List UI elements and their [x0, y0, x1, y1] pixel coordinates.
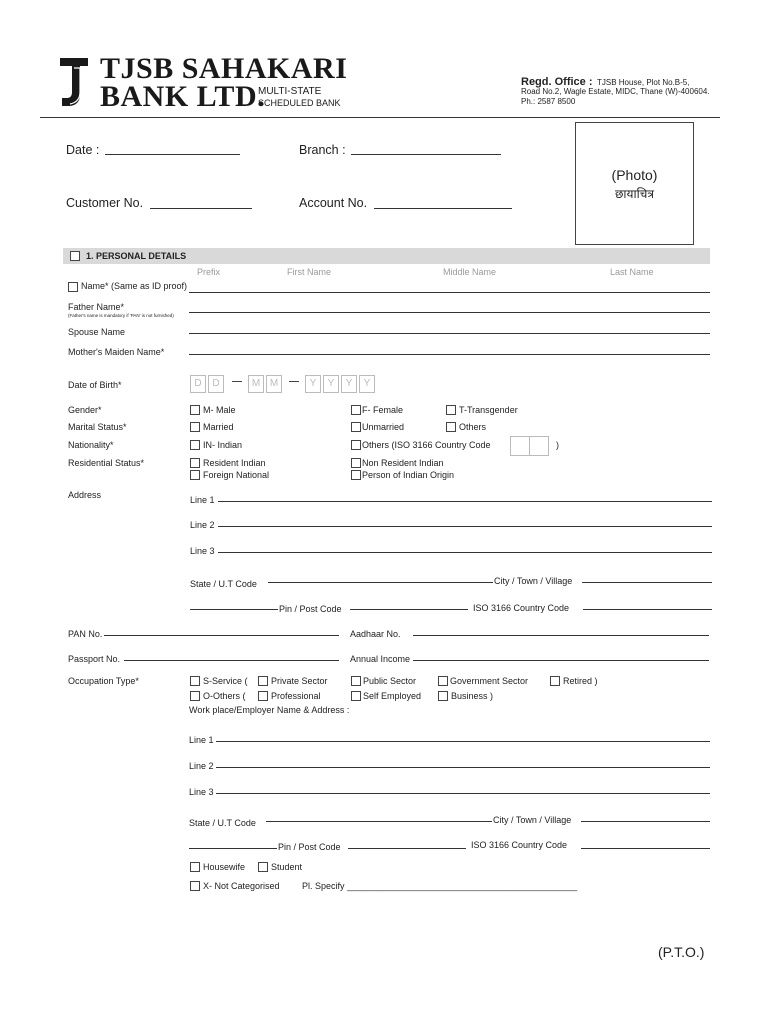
state-label: State / U.T Code — [190, 579, 257, 589]
passport-label: Passport No. — [68, 654, 121, 664]
mother-label: Mother's Maiden Name* — [68, 347, 165, 357]
work-line1-field[interactable] — [216, 741, 710, 742]
regd-label: Regd. Office : — [521, 76, 593, 88]
student-checkbox[interactable] — [258, 862, 268, 872]
work-pin-label: Pin / Post Code — [278, 842, 341, 852]
dob-label: Date of Birth* — [68, 380, 122, 390]
col-prefix: Prefix — [197, 267, 221, 277]
marital-others-checkbox[interactable] — [446, 422, 456, 432]
address-line3-label: Line 3 — [190, 546, 215, 556]
work-city-field[interactable] — [581, 821, 710, 822]
work-line1-label: Line 1 — [189, 735, 214, 745]
name-checkbox[interactable] — [68, 282, 78, 292]
branch-label: Branch : — [299, 143, 346, 157]
pio-checkbox[interactable] — [351, 470, 361, 480]
work-line3-label: Line 3 — [189, 787, 214, 797]
gender-male-checkbox[interactable] — [190, 405, 200, 415]
dob-d2[interactable]: D — [208, 375, 224, 393]
unmarried-label: Unmarried — [362, 422, 405, 432]
dob-y4[interactable]: Y — [359, 375, 375, 393]
address-line2-field[interactable] — [218, 526, 712, 527]
retired-checkbox[interactable] — [550, 676, 560, 686]
dob-y1[interactable]: Y — [305, 375, 321, 393]
header-divider — [40, 117, 720, 118]
photo-box[interactable] — [575, 122, 694, 245]
workplace-label: Work place/Employer Name & Address : — [189, 705, 350, 715]
dob-d1[interactable]: D — [190, 375, 206, 393]
aadhaar-label: Aadhaar No. — [350, 629, 401, 639]
business-label: Business ) — [451, 691, 494, 701]
private-checkbox[interactable] — [258, 676, 268, 686]
housewife-checkbox[interactable] — [190, 862, 200, 872]
married-checkbox[interactable] — [190, 422, 200, 432]
address-line2-label: Line 2 — [190, 520, 215, 530]
customer-no-label: Customer No. — [66, 196, 144, 210]
work-pin-field[interactable] — [189, 848, 277, 849]
address-line1-label: Line 1 — [190, 495, 215, 505]
address-line3-field[interactable] — [218, 552, 712, 553]
professional-checkbox[interactable] — [258, 691, 268, 701]
housewife-label: Housewife — [203, 862, 246, 872]
name-field[interactable] — [189, 292, 710, 293]
state-field[interactable] — [268, 582, 493, 583]
pan-field[interactable] — [104, 635, 339, 636]
customer-no-field[interactable] — [150, 208, 252, 209]
government-label: Government Sector — [450, 676, 529, 686]
iso-field[interactable] — [583, 609, 712, 610]
unmarried-checkbox[interactable] — [351, 422, 361, 432]
public-checkbox[interactable] — [351, 676, 361, 686]
gender-trans-label: T-Transgender — [459, 405, 518, 415]
dob-sep2 — [289, 381, 299, 382]
nri-checkbox[interactable] — [351, 458, 361, 468]
regd-addr1: TJSB House, Plot No.B-5, — [596, 78, 690, 87]
foreign-national-checkbox[interactable] — [190, 470, 200, 480]
spouse-label: Spouse Name — [68, 327, 126, 337]
government-checkbox[interactable] — [438, 676, 448, 686]
residential-label: Residential Status* — [68, 458, 145, 468]
city-field[interactable] — [582, 582, 712, 583]
photo-label: (Photo) — [611, 167, 658, 183]
dob-m2[interactable]: M — [266, 375, 282, 393]
income-field[interactable] — [413, 660, 709, 661]
pan-label: PAN No. — [68, 629, 103, 639]
dob-y3[interactable]: Y — [341, 375, 357, 393]
photo-label-hindi: छायाचित्र — [615, 187, 654, 201]
nationality-others-label: Others (ISO 3166 Country Code — [362, 440, 491, 450]
account-no-label: Account No. — [299, 196, 368, 210]
public-label: Public Sector — [363, 676, 417, 686]
address-label: Address — [68, 490, 102, 500]
gender-trans-checkbox[interactable] — [446, 405, 456, 415]
iso-close-paren: ) — [556, 440, 559, 450]
s-service-label: S-Service ( — [203, 676, 248, 686]
pl-specify: Pl. Specify ______________________________________________ — [302, 881, 578, 891]
date-label: Date : — [66, 143, 100, 157]
indian-label: IN- Indian — [203, 440, 243, 450]
work-line2-field[interactable] — [216, 767, 710, 768]
nri-label: Non Resident Indian — [362, 458, 444, 468]
father-label: Father Name* — [68, 302, 125, 312]
nationality-label: Nationality* — [68, 440, 114, 450]
bank-name-line1: TJSB SAHAKARI — [100, 52, 348, 85]
work-state-field[interactable] — [266, 821, 492, 822]
retired-label: Retired ) — [563, 676, 598, 686]
work-iso-label: ISO 3166 Country Code — [471, 840, 568, 850]
city-label: City / Town / Village — [494, 576, 573, 586]
foreign-national-label: Foreign National — [203, 470, 270, 480]
self-employed-checkbox[interactable] — [351, 691, 361, 701]
section-checkbox[interactable] — [70, 251, 80, 261]
father-field[interactable] — [189, 312, 710, 313]
gender-female-label: F- Female — [362, 405, 404, 415]
col-first-name: First Name — [287, 267, 332, 277]
iso-code-box2[interactable] — [529, 436, 549, 456]
marital-others-label: Others — [459, 422, 487, 432]
bank-logo-mark — [58, 56, 90, 108]
business-checkbox[interactable] — [438, 691, 448, 701]
dob-y2[interactable]: Y — [323, 375, 339, 393]
iso-code-box1[interactable] — [510, 436, 530, 456]
dob-m1[interactable]: M — [248, 375, 264, 393]
pto-label: (P.T.O.) — [658, 944, 705, 960]
bank-sub1: MULTI-STATE — [258, 86, 322, 97]
bank-sub2: SCHEDULED BANK — [258, 98, 341, 108]
spouse-field[interactable] — [189, 333, 710, 334]
marital-label: Marital Status* — [68, 422, 127, 432]
account-no-field[interactable] — [374, 208, 512, 209]
col-middle-name: Middle Name — [443, 267, 497, 277]
private-label: Private Sector — [271, 676, 328, 686]
nationality-others-checkbox[interactable] — [351, 440, 361, 450]
gender-label: Gender* — [68, 405, 102, 415]
occupation-label: Occupation Type* — [68, 676, 139, 686]
gender-female-checkbox[interactable] — [351, 405, 361, 415]
father-note: (Father's name is mandatory if 'PAN' is not furnished) — [68, 313, 174, 318]
work-city-label: City / Town / Village — [493, 815, 572, 825]
work-line2-label: Line 2 — [189, 761, 214, 771]
pin-label: Pin / Post Code — [279, 604, 342, 614]
resident-indian-checkbox[interactable] — [190, 458, 200, 468]
pin-field-extra[interactable] — [350, 609, 468, 610]
mother-field[interactable] — [189, 354, 710, 355]
self-employed-label: Self Employed — [363, 691, 422, 701]
date-field[interactable] — [105, 154, 240, 155]
s-service-checkbox[interactable] — [190, 676, 200, 686]
indian-checkbox[interactable] — [190, 440, 200, 450]
section-title: 1. PERSONAL DETAILS — [86, 251, 187, 261]
work-iso-field[interactable] — [581, 848, 710, 849]
student-label: Student — [271, 862, 303, 872]
income-label: Annual Income — [350, 654, 411, 664]
not-categorised-checkbox[interactable] — [190, 881, 200, 891]
married-label: Married — [203, 422, 234, 432]
col-last-name: Last Name — [610, 267, 654, 277]
address-line1-field[interactable] — [218, 501, 712, 502]
passport-field[interactable] — [124, 660, 339, 661]
o-others-label: O-Others ( — [203, 691, 246, 701]
dob-sep1 — [232, 381, 242, 382]
gender-male-label: M- Male — [203, 405, 236, 415]
work-state-label: State / U.T Code — [189, 818, 256, 828]
iso-label: ISO 3166 Country Code — [473, 603, 570, 613]
aadhaar-field[interactable] — [413, 635, 709, 636]
name-label: Name* (Same as ID proof) — [81, 281, 188, 291]
resident-indian-label: Resident Indian — [203, 458, 266, 468]
pin-field[interactable] — [190, 609, 278, 610]
regd-addr2: Road No.2, Wagle Estate, MIDC, Thane (W)-400604. — [521, 87, 710, 96]
bank-name-line2: BANK LTD. — [100, 80, 266, 113]
regd-phone: Ph.: 2587 8500 — [521, 97, 576, 106]
professional-label: Professional — [271, 691, 321, 701]
not-categorised-label: X- Not Categorised — [203, 881, 280, 891]
branch-field[interactable] — [351, 154, 501, 155]
work-line3-field[interactable] — [216, 793, 710, 794]
o-others-checkbox[interactable] — [190, 691, 200, 701]
work-pin-field-extra[interactable] — [348, 848, 466, 849]
pio-label: Person of Indian Origin — [362, 470, 455, 480]
